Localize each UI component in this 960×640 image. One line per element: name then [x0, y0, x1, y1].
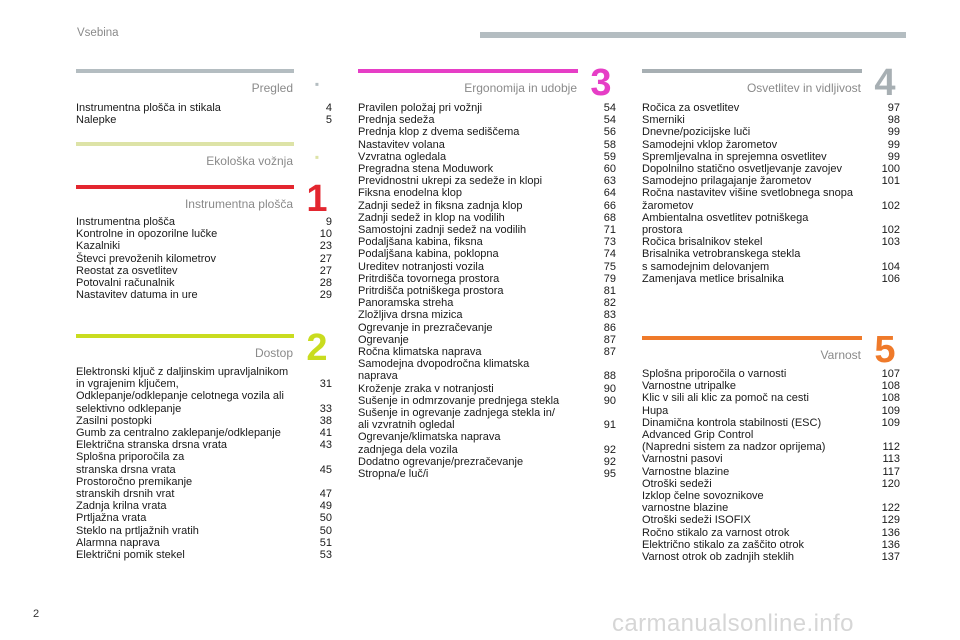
toc-entry-label: Brisalnika vetrobranskega stekla s samodejnim delovanjem	[642, 248, 801, 273]
toc-entry-label: Otroški sedeži ISOFIX	[642, 514, 751, 527]
toc-entry-label: Samodejni vklop žarometov	[642, 138, 778, 151]
section-color-bar	[642, 336, 862, 340]
toc-entry[interactable]	[642, 478, 900, 490]
section-pregled	[76, 69, 332, 129]
toc-entry-page: 10	[319, 228, 332, 241]
toc-entry-label: Zadnji sedež in fiksna zadnja klop	[358, 199, 523, 212]
document-title: Vsebina	[77, 27, 119, 39]
toc-entry-label: Hupa	[642, 404, 669, 417]
toc-entry-label: Advanced Grip Control (Napredni sistem za nadzor oprijema)	[642, 429, 826, 454]
toc-entry-label: Gumb za centralno zaklepanje/odklepanje	[76, 427, 281, 440]
toc-entry[interactable]	[642, 139, 900, 151]
toc-entry-page: 112	[882, 441, 900, 454]
toc-entry-label: Električno stikalo za zaščito otrok	[642, 538, 805, 551]
toc-entry[interactable]	[642, 212, 900, 236]
toc-entry-page: 102	[881, 199, 900, 212]
toc-entry-label: Dopolnilno statično osvetljevanje zavojev	[642, 163, 842, 176]
section-ergonomija-in-udobje	[358, 62, 616, 549]
toc-entry[interactable]	[76, 228, 332, 240]
section-entries	[76, 216, 332, 301]
toc-entry-page: 92	[603, 455, 616, 468]
toc-entry[interactable]	[642, 551, 900, 563]
toc-entry-page: 63	[603, 175, 616, 188]
toc-entry-page: 102	[881, 224, 900, 237]
toc-entry-label: Previdnostni ukrepi za sedeže in klopi	[358, 175, 543, 188]
section-number: 3	[590, 62, 612, 104]
section-color-bar	[358, 69, 578, 73]
toc-entry-page: 75	[603, 260, 616, 273]
toc-entry-label: Sušenje in odmrzovanje prednjega stekla	[358, 394, 560, 407]
toc-entry[interactable]	[642, 527, 900, 539]
toc-entry[interactable]	[76, 366, 332, 390]
toc-entry-page: 117	[882, 465, 900, 478]
toc-entry-page: 109	[881, 416, 900, 429]
toc-entry-page: 54	[603, 102, 616, 114]
toc-entry-page: 103	[881, 236, 900, 249]
toc-entry-label: Splošna priporočila o varnosti	[642, 368, 787, 380]
toc-entry-label: Varnostne utripalke	[642, 380, 736, 393]
section-entries	[358, 102, 616, 480]
toc-entry-label: Klic v sili ali klic za pomoč na cesti	[642, 392, 809, 405]
toc-entry-page: 129	[881, 514, 900, 527]
toc-entry-page: 31	[319, 378, 332, 391]
toc-entry[interactable]	[76, 390, 332, 414]
toc-entry[interactable]	[76, 427, 332, 439]
section-dostop	[76, 327, 332, 594]
toc-entry-page: 104	[881, 260, 900, 273]
toc-entry-label: Električna stranska drsna vrata	[76, 439, 228, 452]
toc-entry-page: 113	[882, 453, 900, 466]
toc-entry[interactable]	[642, 126, 900, 138]
toc-entry-label: Izklop čelne sovoznikove varnostne blazine	[642, 490, 764, 515]
toc-entry-page: 107	[881, 368, 900, 380]
toc-entry[interactable]	[76, 451, 332, 475]
toc-entry-page: 101	[881, 175, 900, 188]
toc-entry-label: Pritrdišča tovornega prostora	[358, 272, 500, 285]
toc-entry-label: Podaljšana kabina, fiksna	[358, 236, 483, 249]
toc-entry-label: Samodejno prilagajanje žarometov	[642, 175, 812, 188]
toc-entry[interactable]	[642, 163, 900, 175]
toc-entry[interactable]	[358, 236, 616, 248]
toc-entry-label: Potovalni računalnik	[76, 277, 175, 290]
toc-entry-label: Prednja klop z dvema sediščema	[358, 126, 520, 139]
toc-entry-page: 90	[603, 382, 616, 395]
toc-entry-label: Ambientalna osvetlitev potniškega prostora	[642, 211, 809, 237]
section-number: 1	[306, 178, 328, 220]
toc-entry-label: Dinamična kontrola stabilnosti (ESC)	[642, 416, 822, 429]
toc-entry[interactable]	[358, 431, 616, 455]
toc-entry-label: Ogrevanje/klimatska naprava zadnjega dela vozila	[358, 431, 501, 456]
toc-entry[interactable]	[76, 512, 332, 524]
toc-entry-label: Fiksna enodelna klop	[358, 187, 462, 200]
toc-entry[interactable]	[358, 139, 616, 151]
section-color-bar	[642, 69, 862, 73]
toc-entry-label: Električni pomik stekel	[76, 549, 185, 562]
header-rule	[480, 32, 906, 38]
toc-entry-page: 82	[603, 297, 616, 310]
toc-entry-label: Nalepke	[76, 114, 117, 127]
toc-entry-page: 9	[325, 216, 332, 228]
toc-entry-label: Zamenjava metlice brisalnika	[642, 272, 784, 285]
toc-entry[interactable]	[642, 248, 900, 272]
section-number: 5	[874, 329, 896, 371]
toc-entry-label: Kazalniki	[76, 240, 121, 253]
toc-entry[interactable]	[76, 415, 332, 427]
toc-entry[interactable]	[642, 453, 900, 465]
section-varnost	[642, 329, 900, 598]
section-entries	[642, 102, 900, 285]
toc-entry-page: 122	[881, 502, 900, 515]
toc-entry-label: Ureditev notranjosti vozila	[358, 260, 484, 273]
toc-entry[interactable]	[358, 285, 616, 297]
toc-entry-page: 23	[319, 240, 332, 253]
toc-entry[interactable]	[642, 392, 900, 404]
toc-entry-label: Zložljiva drsna mizica	[358, 309, 463, 322]
toc-entry[interactable]	[358, 224, 616, 236]
toc-entry-label: Zadnja krilna vrata	[76, 500, 167, 513]
section-title: Ergonomija in udobje	[464, 81, 577, 95]
toc-entry-label: Kroženje zraka v notranjosti	[358, 382, 494, 395]
toc-entry-page: 100	[881, 163, 900, 176]
toc-entry-label: Varnostni pasovi	[642, 453, 723, 466]
toc-entry-page: 45	[319, 463, 332, 476]
toc-entry-page: 88	[603, 370, 616, 383]
toc-entry-page: 54	[603, 114, 616, 127]
toc-entry-page: 87	[603, 333, 616, 346]
toc-entry-page: 60	[603, 163, 616, 176]
page-number: 2	[33, 608, 40, 620]
toc-entry-page: 50	[319, 524, 332, 537]
toc-entry-label: Splošna priporočila za stranska drsna vrata	[76, 451, 185, 476]
toc-entry-page: 64	[603, 187, 616, 200]
toc-entry-label: Pregradna stena Moduwork	[358, 163, 494, 176]
toc-entry-label: Pravilen položaj pri vožnji	[358, 102, 483, 114]
toc-entry-page: 86	[603, 321, 616, 334]
section-title: Ekološka vožnja	[206, 154, 293, 168]
toc-entry-page: 59	[603, 150, 616, 163]
toc-entry-page: 90	[603, 394, 616, 407]
toc-entry-page: 27	[319, 252, 332, 265]
toc-entry-page: 33	[319, 402, 332, 415]
toc-entry[interactable]	[642, 417, 900, 429]
section-color-bar	[76, 334, 294, 338]
toc-entry-label: Spremljevalna in sprejemna osvetlitev	[642, 150, 827, 163]
toc-entry[interactable]	[358, 212, 616, 224]
toc-entry-page: 73	[603, 236, 616, 249]
section-color-bar	[76, 69, 294, 73]
toc-entry[interactable]	[358, 309, 616, 321]
toc-entry-page: 99	[887, 138, 900, 151]
toc-entry-label: Zadnji sedež in klop na vodilih	[358, 211, 505, 224]
toc-entry-page: 83	[603, 309, 616, 322]
toc-entry[interactable]	[358, 261, 616, 273]
toc-entry[interactable]	[642, 405, 900, 417]
toc-entry[interactable]	[76, 102, 332, 114]
toc-entry[interactable]	[358, 334, 616, 346]
toc-entry-label: Kontrolne in opozorilne lučke	[76, 228, 218, 241]
toc-entry[interactable]	[358, 187, 616, 199]
toc-entry-label: Sušenje in ogrevanje zadnjega stekla in/ ali vzvratnih ogledal	[358, 407, 555, 432]
toc-entry-page: 99	[887, 150, 900, 163]
toc-entry-label: Alarmna naprava	[76, 536, 160, 549]
toc-entry[interactable]	[642, 514, 900, 526]
toc-entry[interactable]	[358, 468, 616, 480]
toc-entry-label: Dodatno ogrevanje/prezračevanje	[358, 455, 524, 468]
toc-entry-page: 58	[603, 138, 616, 151]
toc-entry-page: 98	[887, 114, 900, 127]
section-marker: ▪	[314, 77, 320, 91]
toc-entry[interactable]	[358, 248, 616, 260]
section-entries	[76, 366, 332, 561]
toc-entry[interactable]	[358, 273, 616, 285]
section-number: 4	[874, 62, 896, 104]
toc-entry-page: 68	[603, 211, 616, 224]
toc-entry[interactable]	[358, 175, 616, 187]
toc-entry-label: Varnost otrok ob zadnjih steklih	[642, 551, 795, 564]
watermark: carmanualsonline.info	[612, 610, 854, 637]
toc-entry[interactable]	[358, 358, 616, 382]
toc-entry-page: 28	[319, 277, 332, 290]
toc-entry[interactable]	[76, 537, 332, 549]
toc-entry[interactable]	[358, 322, 616, 334]
toc-entry-label: Nastavitev volana	[358, 138, 445, 151]
toc-entry-page: 79	[603, 272, 616, 285]
toc-entry-label: Ogrevanje	[358, 333, 409, 346]
toc-entry[interactable]	[642, 466, 900, 478]
toc-entry[interactable]	[76, 253, 332, 265]
toc-entry-page: 120	[881, 477, 900, 490]
toc-entry[interactable]	[76, 216, 332, 228]
toc-entry-label: Prostoročno premikanje stranskih drsnih vrat	[76, 475, 193, 501]
toc-entry[interactable]	[76, 549, 332, 561]
toc-entry-page: 56	[603, 126, 616, 139]
toc-entry-label: Števci prevoženih kilometrov	[76, 252, 217, 265]
toc-entry-page: 136	[881, 526, 900, 539]
toc-entry[interactable]	[358, 126, 616, 138]
toc-entry-label: Stropna/e luč/i	[358, 468, 429, 481]
toc-entry-page: 137	[881, 551, 900, 564]
toc-entry-label: Steklo na prtljažnih vratih	[76, 524, 199, 537]
toc-entry-label: Nastavitev datuma in ure	[76, 289, 198, 302]
toc-entry-page: 47	[319, 488, 332, 501]
section-entries	[642, 368, 900, 563]
toc-entry-label: Samodejna dvopodročna klimatska naprava	[358, 358, 530, 383]
toc-entry[interactable]	[358, 346, 616, 358]
toc-entry[interactable]	[642, 273, 900, 285]
section-title: Varnost	[820, 348, 861, 362]
toc-entry-label: Prednja sedeža	[358, 114, 435, 127]
toc-entry-page: 106	[881, 272, 900, 285]
header	[0, 0, 960, 40]
toc-entry-label: Instrumentna plošča in stikala	[76, 102, 221, 114]
toc-entry[interactable]	[642, 102, 900, 114]
toc-entry-page: 27	[319, 264, 332, 277]
toc-entry-page: 108	[881, 392, 900, 405]
toc-entry[interactable]	[358, 200, 616, 212]
toc-entry[interactable]	[642, 368, 900, 380]
toc-entry-label: Ročica za osvetlitev	[642, 102, 740, 114]
toc-entry-page: 108	[881, 380, 900, 393]
section-title: Instrumentna plošča	[184, 197, 293, 211]
toc-entry[interactable]	[642, 429, 900, 453]
section-number: 2	[306, 327, 328, 369]
toc-entry-page: 38	[319, 414, 332, 427]
toc-entry-page: 87	[603, 346, 616, 359]
toc-entry[interactable]	[358, 456, 616, 468]
toc-entry-label: Vzvratna ogledala	[358, 150, 447, 163]
toc-entry-label: Otroški sedeži	[642, 477, 712, 490]
toc-entry-page: 4	[325, 102, 332, 114]
toc-entry-label: Odklepanje/odklepanje celotnega vozila ali selektivno odklepanje	[76, 390, 284, 415]
toc-entry[interactable]	[642, 175, 900, 187]
toc-entry[interactable]	[76, 525, 332, 537]
toc-entry[interactable]	[358, 114, 616, 126]
toc-entry-label: Instrumentna plošča	[76, 216, 176, 228]
toc-entry-page: 136	[881, 538, 900, 551]
toc-entry-label: Smerniki	[642, 114, 685, 127]
toc-entry-page: 97	[887, 102, 900, 114]
toc-entry[interactable]	[76, 500, 332, 512]
section-ekoloska-voznja	[76, 142, 332, 172]
toc-entry[interactable]	[76, 439, 332, 451]
toc-entry-page: 50	[319, 512, 332, 525]
toc-entry[interactable]	[642, 490, 900, 514]
section-osvetlitev-in-vidljivost	[642, 62, 900, 319]
toc-entry-page: 95	[603, 468, 616, 481]
toc-entry-label: Ročna nastavitev višine svetlobnega snopa žarometov	[642, 187, 853, 212]
toc-entry-page: 53	[319, 549, 332, 562]
toc-entry-label: Panoramska streha	[358, 297, 454, 310]
toc-entry[interactable]	[76, 114, 332, 126]
toc-entry-page: 71	[603, 224, 616, 237]
toc-entry[interactable]	[358, 383, 616, 395]
toc-entry[interactable]	[642, 236, 900, 248]
toc-entry-page: 99	[887, 126, 900, 139]
section-title: Pregled	[251, 81, 293, 95]
toc-entry-page: 91	[603, 419, 616, 432]
toc-entry-page: 5	[325, 114, 332, 127]
section-color-bar	[76, 142, 294, 146]
toc-entry-label: Podaljšana kabina, poklopna	[358, 248, 499, 261]
toc-entry-label: Varnostne blazine	[642, 465, 730, 478]
toc-entry-page: 74	[603, 248, 616, 261]
toc-entry[interactable]	[642, 380, 900, 392]
toc-entry-page: 81	[603, 285, 616, 298]
toc-entry[interactable]	[76, 265, 332, 277]
toc-entry-label: Reostat za osvetlitev	[76, 264, 178, 277]
toc-entry[interactable]	[642, 187, 900, 211]
toc-entry-page: 41	[319, 427, 332, 440]
toc-entry[interactable]	[642, 151, 900, 163]
toc-entry-label: Dnevne/pozicijske luči	[642, 126, 751, 139]
toc-entry-label: Ogrevanje in prezračevanje	[358, 321, 493, 334]
toc-entry-label: Prtljažna vrata	[76, 512, 147, 525]
toc-entry[interactable]	[358, 151, 616, 163]
section-title: Dostop	[254, 346, 293, 360]
section-color-bar	[76, 185, 294, 189]
toc-entry[interactable]	[76, 289, 332, 301]
toc-entry[interactable]	[358, 297, 616, 309]
toc-entry[interactable]	[642, 539, 900, 551]
section-instrumentna-plosca	[76, 178, 332, 315]
toc-entry-page: 29	[319, 289, 332, 302]
section-marker: ▪	[314, 150, 320, 164]
toc-entry-page: 49	[319, 500, 332, 513]
toc-entry[interactable]	[358, 102, 616, 114]
toc-entry-label: Ročica brisalnikov stekel	[642, 236, 763, 249]
toc-entry[interactable]	[642, 114, 900, 126]
section-title: Osvetlitev in vidljivost	[746, 81, 861, 95]
toc-entry-label: Elektronski ključ z daljinskim upravljalnikom in vgrajenim ključem,	[76, 366, 289, 391]
toc-entry-page: 66	[603, 199, 616, 212]
toc-entry[interactable]	[358, 163, 616, 175]
toc-entry[interactable]	[358, 407, 616, 431]
toc-entry[interactable]	[76, 476, 332, 500]
toc-entry-label: Ročno stikalo za varnost otrok	[642, 526, 790, 539]
toc-entry[interactable]	[358, 395, 616, 407]
toc-entry-label: Zasilni postopki	[76, 414, 152, 427]
toc-entry[interactable]	[76, 277, 332, 289]
toc-entry-page: 51	[319, 536, 332, 549]
toc-entry[interactable]	[76, 240, 332, 252]
toc-entry-label: Ročna klimatska naprava	[358, 346, 482, 359]
toc-entry-page: 92	[603, 443, 616, 456]
toc-entry-label: Samostojni zadnji sedež na vodilih	[358, 224, 527, 237]
toc-entry-page: 109	[881, 404, 900, 417]
section-entries	[76, 102, 332, 126]
toc-entry-page: 43	[319, 439, 332, 452]
toc-entry-label: Pritrdišča potniškega prostora	[358, 285, 504, 298]
